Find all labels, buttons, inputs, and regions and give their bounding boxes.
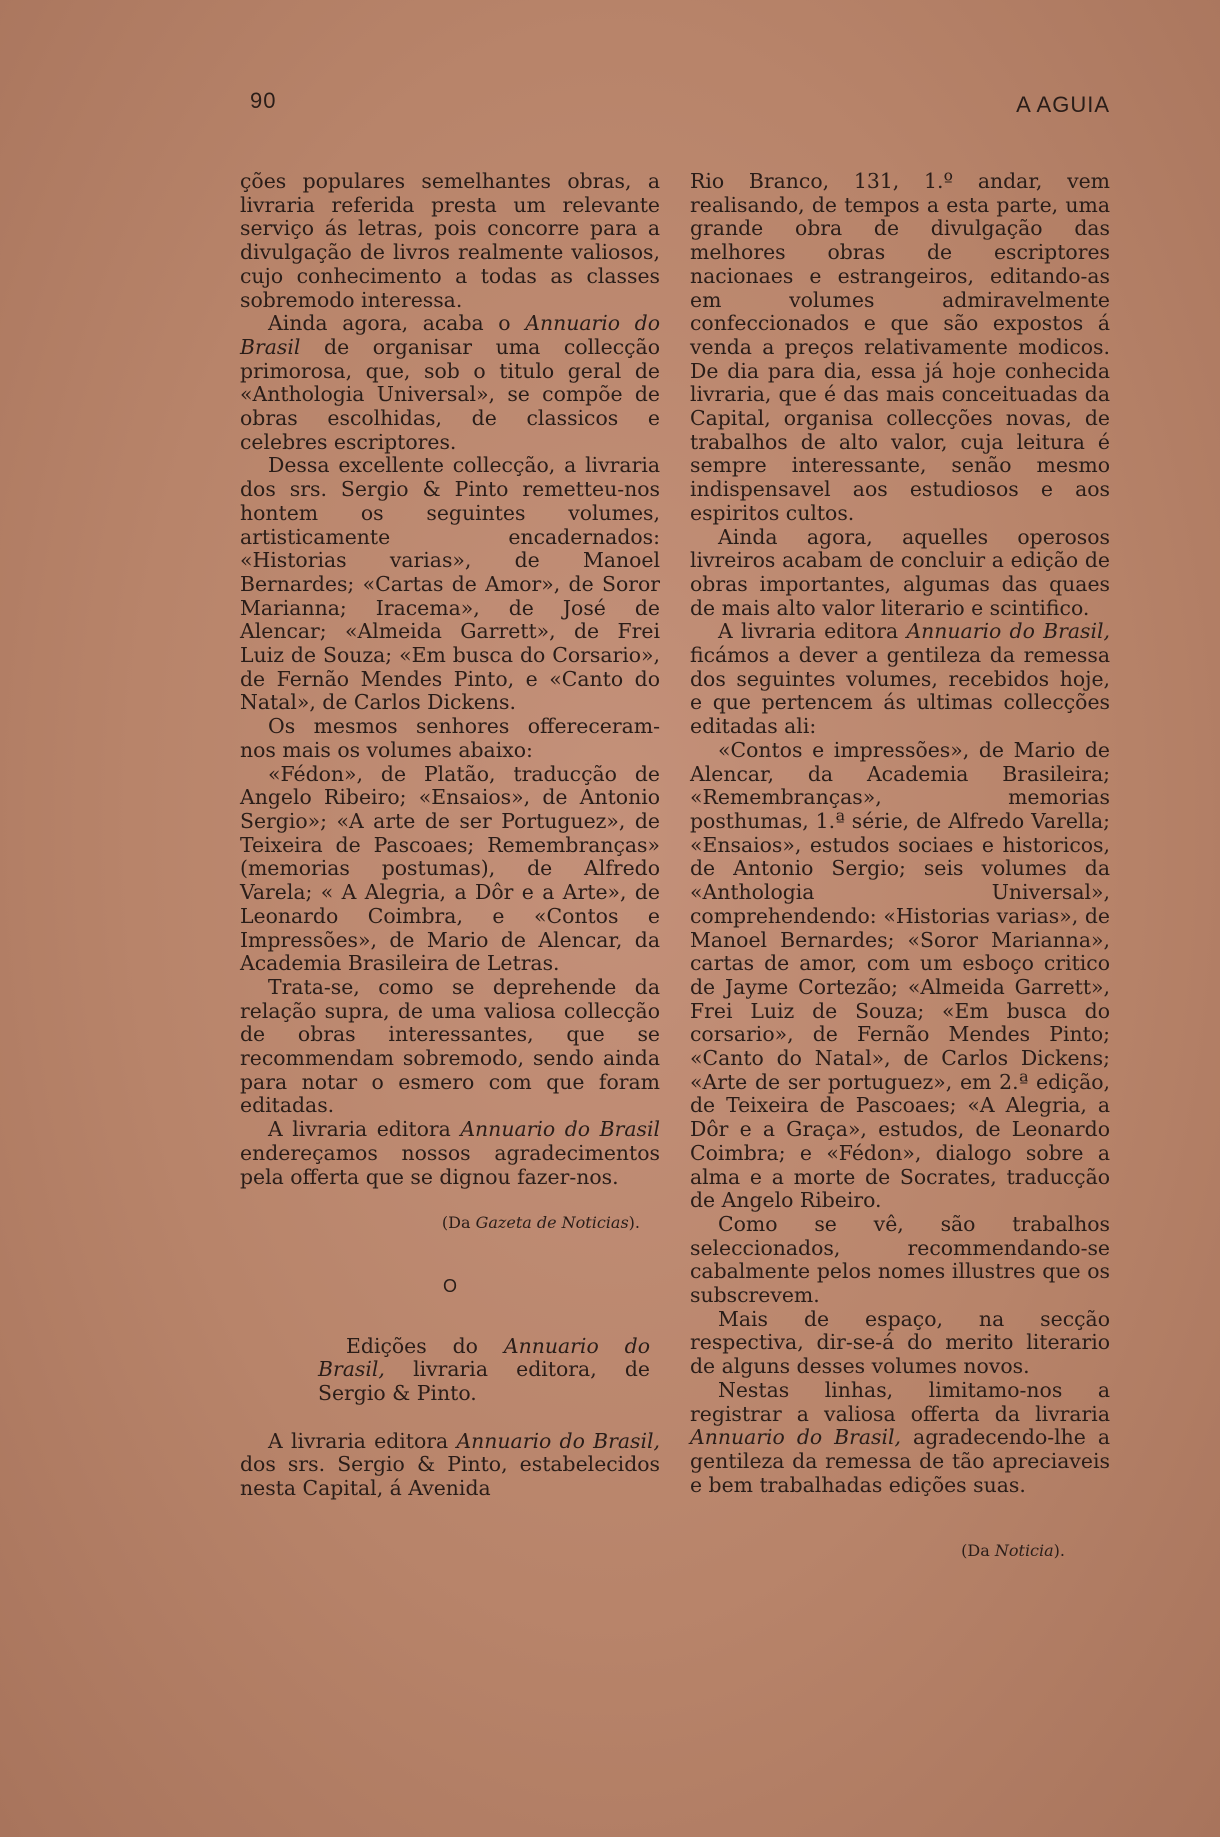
left-p2-title: Annuario do Brasil xyxy=(240,311,661,359)
article-heading xyxy=(240,1335,660,1406)
right-p7-text-b: agradecendo-lhe a gentileza da remessa de tão apreciaveis e bem trabalhadas edições suas. xyxy=(690,1425,1110,1497)
right-column xyxy=(690,170,1110,1563)
left-p2-text-a: Ainda agora, acaba o xyxy=(268,311,526,336)
left-paragraph-4: Os mesmos senhores offereceram-nos mais os volumes abaixo: xyxy=(240,714,660,762)
left-p7-title: Annuario do Brasil xyxy=(460,1117,661,1142)
right-attrib-title: Noticia xyxy=(994,1541,1054,1561)
right-p3-title: Annuario do Brasil, xyxy=(906,619,1110,644)
left-attrib-b: ). xyxy=(628,1213,640,1233)
left-p7-text-b: endereçamos nossos agradecimentos pela offerta que se dignou fazer-nos. xyxy=(240,1140,660,1189)
left-p8-text-b: dos srs. Sergio & Pinto, estabelecidos nesta Capital, á Avenida xyxy=(240,1452,660,1501)
left-paragraph-5: «Fédon», de Platão, traducção de Angelo Ribeiro; «Ensaios», de Antonio Sergio»; «A arte de ser Portuguez», de Teixeira de Pascoaes; Remembranças» (memorias postumas), de Alfredo Varela; « A Alegria, a Dôr e a Arte», de Leonardo Coimbra, e «Contos e Impressões», de Mario de Alencar, da Academia Brasileira de Letras. xyxy=(240,761,660,976)
left-paragraph-1: ções populares semelhantes obras, a livraria referida presta um relevante serviço ás letras, pois concorre para a divulgação de livros realmente valiosos, cujo conhecimento a todas as classes sobremodo interessa. xyxy=(240,169,660,312)
left-paragraph-2 xyxy=(240,312,660,454)
right-p7-text-a: Nestas linhas, limitamo-nos a registrar a valiosa offerta da livraria xyxy=(690,1377,1110,1426)
right-p7-title: Annuario do Brasil, xyxy=(690,1425,902,1450)
right-attrib-a: (Da xyxy=(961,1541,995,1561)
heading-title: Annuario do Brasil, xyxy=(318,1333,650,1382)
right-attrib-b: ). xyxy=(1053,1541,1065,1561)
article-heading-text xyxy=(318,1335,650,1406)
left-paragraph-7 xyxy=(240,1118,660,1189)
right-paragraph-7 xyxy=(690,1379,1110,1498)
heading-text-b: livraria editora, de Sergio & Pinto. xyxy=(318,1357,650,1406)
right-p3-text-b: ficámos a dever a gentileza da remessa dos seguintes volumes, recebidos hoje, e que pertencem ás ultimas collecções editadas ali: xyxy=(690,643,1110,739)
right-paragraph-5: Como se vê, são trabalhos seleccionados, recommendando-se cabalmente pelos nomes illustres que os subscrevem. xyxy=(690,1211,1110,1308)
left-paragraph-6: Trata-se, como se deprehende da relação supra, de uma valiosa collecção de obras interessantes, que se recommendam sobremodo, sendo ainda para notar o esmero com que foram editadas. xyxy=(240,974,660,1118)
right-paragraph-4: «Contos e impressões», de Mario de Alencar, da Academia Brasileira; «Remembranças», memorias posthumas, 1.ª série, de Alfredo Varella; «Ensaios», estudos sociaes e historicos, de Antonio Sergio; seis volumes da «Anthologia Universal», comprehendendo: «Historias varias», de Manoel Bernardes; «Soror Marianna», cartas de amor, com um esboço critico de Jayme Cortezão; «Almeida Garrett», Frei Luiz de Souza; «Em busca do corsario», de Fernão Mendes Pinto; «Canto do Natal», de Carlos Dickens; «Arte de ser portuguez», em 2.ª edição, de Teixeira de Pascoaes; «A Alegria, a Dôr e a Graça», estudos, de Leonardo Coimbra; e «Fédon», dialogo sobre a alma e a morte de Socrates, traducção de Angelo Ribeiro. xyxy=(690,737,1110,1213)
right-paragraph-3 xyxy=(690,620,1110,739)
right-paragraph-2: Ainda agora, aquelles operosos livreiros acabam de concluir a edição de obras importantes, algumas das quaes de mais alto valor literario e scintifico. xyxy=(690,524,1110,620)
left-p2-text-b: de organisar uma collecção primorosa, que, sob o titulo geral de «Anthologia Universal», se compõe de obras escolhidas, de classicos e celebres escriptores. xyxy=(240,334,660,454)
right-attribution xyxy=(690,1539,1110,1563)
left-column xyxy=(240,170,660,1501)
left-attrib-a: (Da xyxy=(441,1213,476,1233)
right-paragraph-1: Rio Branco, 131, 1.º andar, vem realisando, de tempos a esta parte, uma grande obra de divulgação das melhores obras de escriptores nacionaes e estrangeiros, editando-as em volumes admiravelmente confeccionados e que são expostos á venda a preços relativamente modicos. De dia para dia, essa já hoje conhecida livraria, que é das mais conceituadas da Capital, organisa collecções novas, de trabalhos de alto valor, cuja leitura é sempre interessante, senão mesmo indispensavel aos estudiosos e aos espiritos cultos. xyxy=(690,169,1110,525)
left-p8-title: Annuario do Brasil, xyxy=(456,1428,660,1453)
right-p3-text-a: A livraria editora xyxy=(718,619,907,644)
running-head: A AGUIA xyxy=(1016,92,1110,117)
left-attrib-title: Gazeta de Noticias xyxy=(475,1213,629,1233)
left-p7-text-a: A livraria editora xyxy=(268,1117,461,1142)
left-paragraph-3: Dessa excellente collecção, a livraria dos srs. Sergio & Pinto remetteu-nos hontem os seguintes volumes, artisticamente encadernados: «Historias varias», de Manoel Bernardes; «Cartas de Amor», de Soror Marianna; Iracema», de José de Alencar; «Almeida Garrett», de Frei Luiz de Souza; «Em busca do Corsario», de Fernão Mendes Pinto, e «Canto do Natal», de Carlos Dickens. xyxy=(240,453,660,715)
right-paragraph-6: Mais de espaço, na secção respectiva, dir-se-á do merito literario de alguns desses volumes novos. xyxy=(690,1306,1110,1379)
left-p8-text-a: A livraria editora xyxy=(268,1428,457,1453)
heading-text-a: Edições do xyxy=(346,1333,504,1358)
page-number: 90 xyxy=(250,88,277,113)
left-attribution xyxy=(240,1211,660,1235)
section-separator: O xyxy=(442,1275,457,1296)
left-paragraph-8 xyxy=(240,1430,660,1501)
